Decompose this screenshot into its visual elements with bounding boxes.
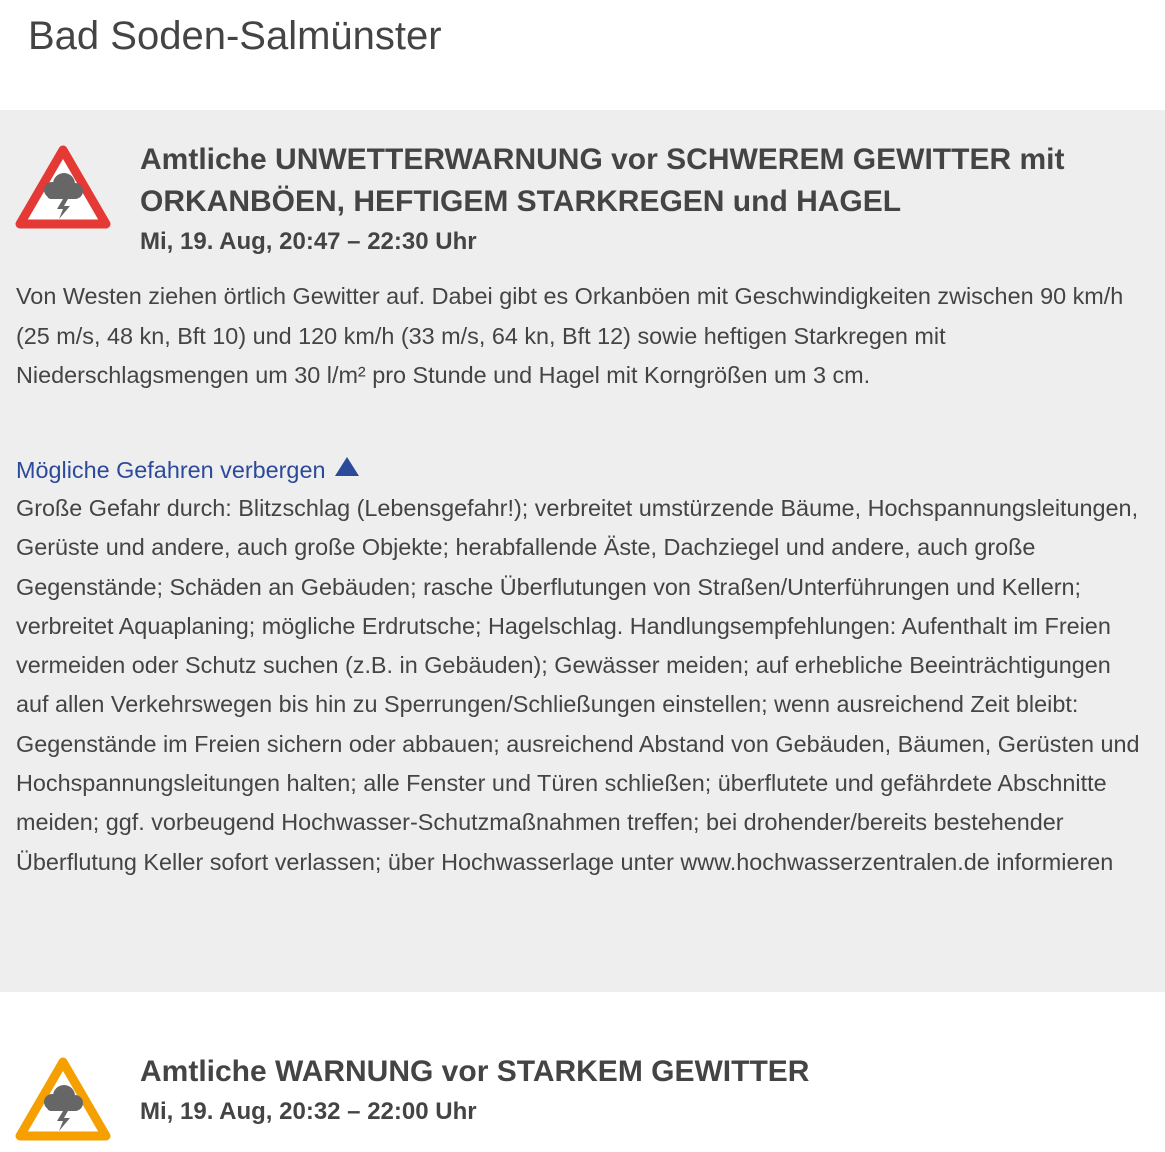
- triangle-up-icon: [335, 457, 359, 476]
- warning-time-range: Mi, 19. Aug, 20:32 – 22:00 Uhr: [140, 1098, 477, 1125]
- warning-description: Von Westen ziehen örtlich Gewitter auf. Dabei gibt es Orkanböen mit Geschwindigkeiten zwischen 90 km/h (25 m/s, 48 kn, Bft 10) und 120 km/h (33 m/s, 64 kn, Bft 12) sowie heftigen Starkregen mit Niederschlagsmengen um 30 l/m² pro Stunde und Hagel mit Korngrößen um 3 cm.: [16, 283, 1124, 389]
- hide-hazards-label: Mögliche Gefahren verbergen: [16, 457, 326, 483]
- thunderstorm-warning-icon: [14, 144, 112, 230]
- warning-headline: Amtliche UNWETTERWARNUNG vor SCHWEREM GEWITTER mit ORKANBÖEN, HEFTIGEM STARKREGEN und HAGEL: [140, 143, 1065, 218]
- thunderstorm-warning-icon: [14, 1056, 112, 1142]
- warning-card-severe: [0, 110, 1165, 992]
- warning-time-range: Mi, 19. Aug, 20:47 – 22:30 Uhr: [140, 228, 477, 255]
- warning-headline: Amtliche WARNUNG vor STARKEM GEWITTER: [140, 1055, 810, 1088]
- hide-hazards-link[interactable]: [16, 451, 359, 489]
- warning-card-strong: [0, 1032, 1165, 1152]
- location-title: Bad Soden-Salmünster: [28, 14, 442, 58]
- hazards-text: Große Gefahr durch: Blitzschlag (Lebensgefahr!); verbreitet umstürzende Bäume, Hochspannungsleitungen, Gerüste und andere, auch große Objekte; herabfallende Äste, Dachziegel und andere, auch große Gegenstände; Schäden an Gebäuden; rasche Überflutungen von Straßen/Unterführungen und Kellern; verbreitet Aquaplaning; mögliche Erdrutsche; Hagelschlag. Handlungsempfehlungen: Aufenthalt im Freien vermeiden oder Schutz suchen (z.B. in Gebäuden); Gewässer meiden; auf erhebliche Beeinträchtigungen auf allen Verkehrswegen bis hin zu Sperrungen/Schließungen einstellen; wenn ausreichend Zeit bleibt: Gegenstände im Freien sichern oder abbauen; ausreichend Abstand von Gebäuden, Bäumen, Gerüsten und Hochspannungsleitungen halten; alle Fenster und Türen schließen; überflutete und gefährdete Abschnitte meiden; ggf. vorbeugend Hochwasser-Schutzmaßnahmen treffen; bei drohender/bereits bestehender Überflutung Keller sofort verlassen; über Hochwasserlage unter www.hochwasserzentralen.de informieren: [16, 495, 1140, 875]
